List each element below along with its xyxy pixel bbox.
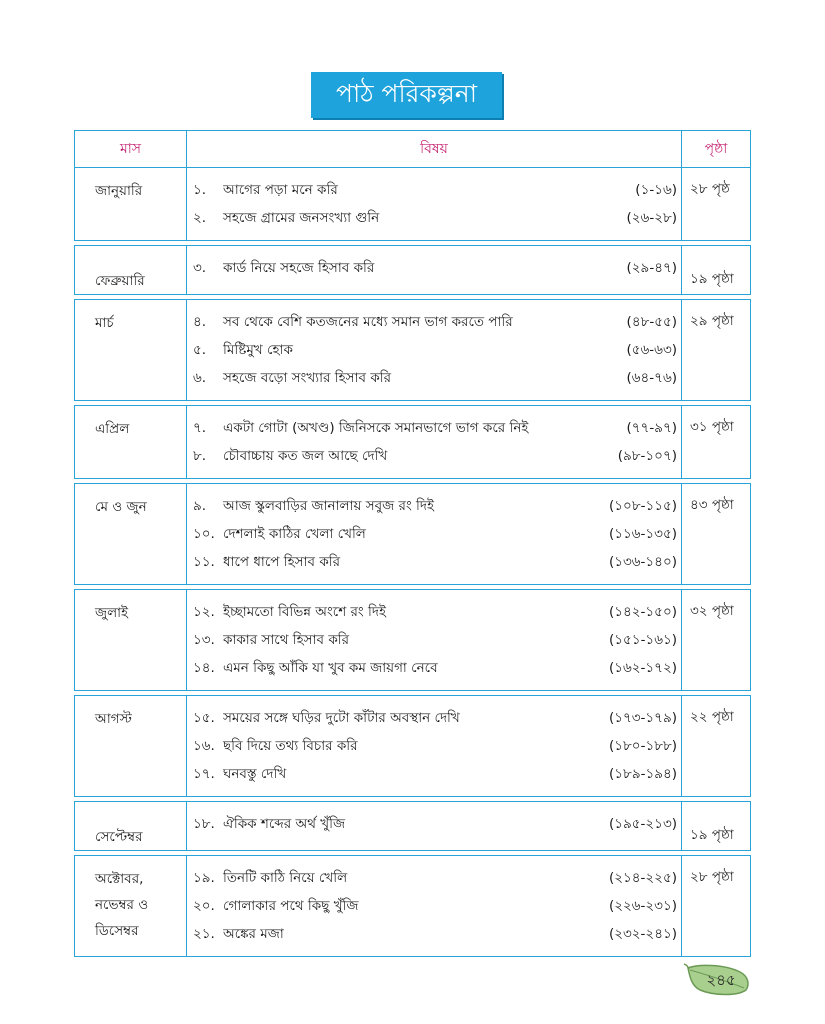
page-count: ২৮ পৃষ্ঠ <box>690 181 730 197</box>
topic-title: মিষ্টিমুখ হোক <box>223 341 293 358</box>
topic-number: ১৫. <box>193 709 215 726</box>
topic-item <box>187 626 681 654</box>
topic-item <box>187 442 681 470</box>
month-group-row <box>75 590 751 691</box>
topic-number: ৭. <box>193 419 207 436</box>
topic-page-range: (৫৬-৬৩) <box>626 341 677 358</box>
page-count: ২২ পৃষ্ঠা <box>690 709 734 725</box>
topic-title: সময়ের সঙ্গে ঘড়ির দুটো কাঁটার অবস্থান দেখি <box>223 709 460 726</box>
month-cell <box>75 856 187 957</box>
topic-item <box>187 336 681 364</box>
page-title: পাঠ পরিকল্পনা <box>311 72 502 118</box>
topic-page-range: (১৫১-১৬১) <box>609 631 677 648</box>
topic-item <box>187 920 681 948</box>
topic-title: ঘনবস্তু দেখি <box>223 765 287 782</box>
topic-number: ১৩. <box>193 631 215 648</box>
topics-cell <box>187 246 682 295</box>
topic-number: ১৪. <box>193 659 215 676</box>
topic-page-range: (৯৮-১০৭) <box>617 447 677 464</box>
month-label: ফেব্রুয়ারি <box>95 273 145 289</box>
header-page: পৃষ্ঠা <box>682 131 751 168</box>
header-subject: বিষয় <box>187 131 682 168</box>
topic-number: ১০. <box>193 525 215 542</box>
topic-number: ৩. <box>193 259 207 276</box>
page-count-cell <box>682 802 751 851</box>
topic-title: চৌবাচ্চায় কত জল আছে দেখি <box>223 447 388 464</box>
month-cell <box>75 406 187 479</box>
topic-page-range: (১৪২-১৫০) <box>608 603 677 620</box>
topic-number: ১২. <box>193 603 215 620</box>
topic-title: সব থেকে বেশি কতজনের মধ্যে সমান ভাগ করতে পারি <box>223 313 513 330</box>
page-number: ২৪৫ <box>706 971 736 989</box>
topic-page-range: (১৬২-১৭২) <box>608 659 677 676</box>
page-count: ১৯ পৃষ্ঠা <box>690 827 734 843</box>
month-cell <box>75 300 187 401</box>
topic-title: কার্ড নিয়ে সহজে হিসাব করি <box>223 259 375 276</box>
month-group-row <box>75 856 751 957</box>
month-label: ডিসেম্বর <box>95 923 139 939</box>
page-count: ৩২ পৃষ্ঠা <box>690 603 734 619</box>
topics-cell <box>187 168 682 241</box>
topic-page-range: (১৮০-১৮৮) <box>609 737 677 754</box>
topic-page-range: (১৯৫-২১৩) <box>608 815 677 832</box>
page-count-cell <box>682 168 751 241</box>
topic-title: অঙ্কের মজা <box>223 925 284 942</box>
page-count-cell <box>682 300 751 401</box>
topic-item <box>187 492 681 520</box>
month-label: জুলাই <box>95 605 129 621</box>
month-cell <box>75 590 187 691</box>
page-number-leaf <box>684 962 752 996</box>
topic-page-range: (১১৬-১৩৫) <box>608 525 677 542</box>
lesson-plan-table <box>74 130 751 957</box>
topic-item <box>187 520 681 548</box>
topic-page-range: (২৩২-২৪১) <box>608 925 677 942</box>
topic-page-range: (৪৮-৫৫) <box>626 313 677 330</box>
topic-title: এমন কিছু আঁকি যা খুব কম জায়গা নেবে <box>223 659 438 676</box>
page-count: ২৮ পৃষ্ঠা <box>690 869 734 885</box>
page-count: ৪৩ পৃষ্ঠা <box>690 497 734 513</box>
topic-title: দেশলাই কাঠির খেলা খেলি <box>223 525 366 542</box>
month-group-row <box>75 168 751 241</box>
page-count-cell <box>682 856 751 957</box>
topic-title: একটা গোটা (অখণ্ড) জিনিসকে সমানভাগে ভাগ করে নিই <box>223 419 529 436</box>
topic-item <box>187 548 681 576</box>
topics-cell <box>187 300 682 401</box>
topic-number: ১৮. <box>193 815 215 832</box>
topic-item <box>187 654 681 682</box>
topic-item <box>187 176 681 204</box>
topics-cell <box>187 406 682 479</box>
topic-number: ৯. <box>193 497 207 514</box>
topics-cell <box>187 802 682 851</box>
page-count: ৩১ পৃষ্ঠা <box>690 419 734 435</box>
topic-item <box>187 414 681 442</box>
month-group-row <box>75 802 751 851</box>
topic-page-range: (১৮৯-১৯৪) <box>609 765 677 782</box>
month-label: আগস্ট <box>95 711 132 727</box>
topic-number: ১৬. <box>193 737 215 754</box>
topic-number: ৮. <box>193 447 207 464</box>
month-label: নভেম্বর ও <box>95 897 149 913</box>
topic-page-range: (১৩৬-১৪০) <box>608 553 677 570</box>
topics-cell <box>187 484 682 585</box>
topics-cell <box>187 590 682 691</box>
month-cell <box>75 484 187 585</box>
topic-title: গোলাকার পথে কিছু খুঁজি <box>223 897 359 914</box>
topic-page-range: (৭৭-৯৭) <box>626 419 677 436</box>
topic-item <box>187 892 681 920</box>
topic-item <box>187 704 681 732</box>
topic-number: ৪. <box>193 313 207 330</box>
topic-page-range: (১৭৩-১৭৯) <box>608 709 677 726</box>
topic-item <box>187 204 681 232</box>
topic-title: কাকার সাথে হিসাব করি <box>223 631 350 648</box>
topic-title: ছবি দিয়ে তথ্য বিচার করি <box>223 737 358 754</box>
topic-page-range: (২১৪-২২৫) <box>608 869 677 886</box>
month-label: সেপ্টেম্বর <box>95 829 143 845</box>
topic-number: ১১. <box>193 553 215 570</box>
topic-number: ২১. <box>193 925 215 942</box>
month-cell <box>75 802 187 851</box>
topic-number: ৫. <box>193 341 207 358</box>
month-group-row <box>75 246 751 295</box>
topic-title: আগের পড়া মনে করি <box>223 181 338 198</box>
month-group-row <box>75 300 751 401</box>
page-count: ১৯ পৃষ্ঠা <box>690 271 734 287</box>
month-cell <box>75 168 187 241</box>
topic-title: তিনটি কাঠি নিয়ে খেলি <box>223 869 348 886</box>
topic-title: আজ স্কুলবাড়ির জানালায় সবুজ রং দিই <box>223 497 435 514</box>
table-body <box>75 168 751 957</box>
topics-cell <box>187 856 682 957</box>
topic-page-range: (২২৬-২৩১) <box>608 897 677 914</box>
month-label: মে ও জুন <box>95 499 147 515</box>
topic-item <box>187 864 681 892</box>
page-count-cell <box>682 590 751 691</box>
topic-item <box>187 810 681 838</box>
page-count: ২৯ পৃষ্ঠা <box>690 313 734 329</box>
topic-number: ১৯. <box>193 869 215 886</box>
topic-title: সহজে গ্রামের জনসংখ্যা গুনি <box>223 209 380 226</box>
month-cell <box>75 246 187 295</box>
month-label: অক্টোবর, <box>95 871 144 887</box>
topic-page-range: (২৬-২৮) <box>626 209 677 226</box>
topics-cell <box>187 696 682 797</box>
month-label: মার্চ <box>95 315 114 331</box>
topic-number: ২০. <box>193 897 215 914</box>
topic-item <box>187 364 681 392</box>
month-group-row <box>75 484 751 585</box>
topic-title: ধাপে ধাপে হিসাব করি <box>223 553 341 570</box>
month-label: জানুয়ারি <box>95 183 143 199</box>
topic-title: ঐকিক শব্দের অর্থ খুঁজি <box>223 815 346 832</box>
topic-title: ইচ্ছামতো বিভিন্ন অংশে রং দিই <box>223 603 386 620</box>
topic-item <box>187 308 681 336</box>
table-header-row <box>75 131 751 168</box>
topic-number: ৬. <box>193 369 207 386</box>
topic-page-range: (১০৮-১১৫) <box>609 497 677 514</box>
topic-item <box>187 732 681 760</box>
page-count-cell <box>682 696 751 797</box>
topic-title: সহজে বড়ো সংখ্যার হিসাব করি <box>223 369 392 386</box>
page-count-cell <box>682 484 751 585</box>
month-group-row <box>75 696 751 797</box>
page-count-cell <box>682 246 751 295</box>
month-cell <box>75 696 187 797</box>
topic-page-range: (১-১৬) <box>635 181 677 198</box>
topic-item <box>187 254 681 282</box>
topic-page-range: (৬৪-৭৬) <box>626 369 677 386</box>
topic-number: ১. <box>193 181 207 198</box>
topic-number: ১৭. <box>193 765 215 782</box>
month-group-row <box>75 406 751 479</box>
topic-item <box>187 598 681 626</box>
month-label: এপ্রিল <box>95 421 130 437</box>
topic-item <box>187 760 681 788</box>
topic-page-range: (২৯-৪৭) <box>626 259 677 276</box>
page-count-cell <box>682 406 751 479</box>
topic-number: ২. <box>193 209 207 226</box>
header-month: মাস <box>75 131 187 168</box>
